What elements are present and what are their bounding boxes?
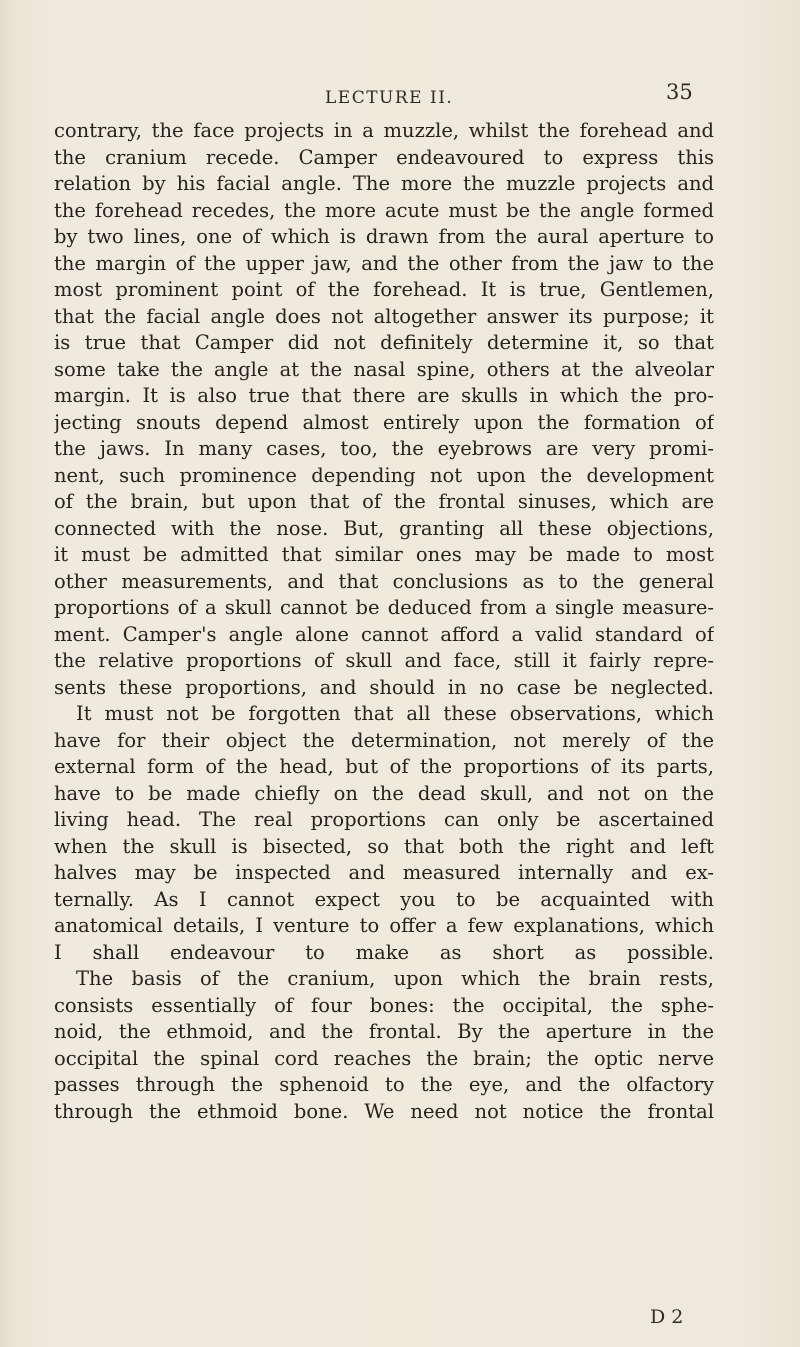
text-line: consists essentially of four bones: the occipital, the sphe-: [54, 993, 714, 1017]
text-line: proportions of a skull cannot be deduced from a single measure-: [54, 596, 714, 619]
text-line: halves may be inspected and measured internally and ex-: [54, 861, 714, 884]
text-line: I shall endeavour to make as short as possible.: [54, 940, 714, 964]
text-line: the jaws. In many cases, too, the eyebrows are very promi-: [54, 437, 714, 460]
running-head: [0, 80, 800, 114]
signature-mark: D 2: [650, 1306, 684, 1328]
text-line: noid, the ethmoid, and the frontal. By the aperture in the: [54, 1020, 714, 1043]
text-line: some take the angle at the nasal spine, others at the alveolar: [54, 357, 714, 381]
text-line: It must not be forgotten that all these observations, which: [76, 702, 714, 725]
text-line: through the ethmoid bone. We need not notice the frontal: [54, 1099, 714, 1123]
text-line: connected with the nose. But, granting all these objections,: [54, 516, 714, 540]
text-line: when the skull is bisected, so that both the right and left: [54, 834, 714, 858]
text-line: occipital the spinal cord reaches the brain; the optic nerve: [54, 1046, 714, 1070]
text-line: external form of the head, but of the proportions of its parts,: [54, 755, 714, 778]
page-number: 35: [666, 80, 693, 104]
text-line: sents these proportions, and should in no case be neglected.: [54, 675, 714, 699]
text-line: jecting snouts depend almost entirely upon the formation of: [54, 410, 714, 434]
text-line: ment. Camper's angle alone cannot afford a valid standard of: [54, 622, 714, 646]
text-line: most prominent point of the forehead. It is true, Gentlemen,: [54, 278, 714, 301]
text-line: is true that Camper did not definitely determine it, so that: [54, 331, 714, 354]
chapter-title: LECTURE II.: [325, 88, 454, 108]
text-line: the cranium recede. Camper endeavoured to express this: [54, 145, 714, 169]
text-line: anatomical details, I venture to offer a few explanations, which: [54, 914, 714, 937]
text-line: relation by his facial angle. The more the muzzle projects and: [54, 172, 714, 195]
text-line: have for their object the determination, not merely of the: [54, 728, 714, 752]
text-line: it must be admitted that similar ones may be made to most: [54, 543, 714, 566]
text-line: passes through the sphenoid to the eye, and the olfactory: [54, 1073, 714, 1096]
text-line: the margin of the upper jaw, and the other from the jaw to the: [54, 251, 714, 275]
text-line: contrary, the face projects in a muzzle, whilst the forehead and: [54, 119, 714, 142]
text-line: living head. The real proportions can only be ascertained: [54, 808, 714, 831]
text-line: the relative proportions of skull and face, still it fairly repre-: [54, 649, 714, 672]
text-line: other measurements, and that conclusions as to the general: [54, 569, 714, 593]
text-line: by two lines, one of which is drawn from the aural aperture to: [54, 225, 714, 248]
text-line: that the facial angle does not altogether answer its purpose; it: [54, 304, 714, 328]
text-line: the forehead recedes, the more acute must be the angle formed: [54, 198, 714, 222]
text-line: of the brain, but upon that of the frontal sinuses, which are: [54, 490, 714, 513]
body-text: [54, 118, 714, 1125]
text-line: have to be made chiefly on the dead skull, and not on the: [54, 781, 714, 805]
text-line: nent, such prominence depending not upon the development: [54, 463, 714, 487]
text-line: margin. It is also true that there are skulls in which the pro-: [54, 384, 714, 407]
text-line: The basis of the cranium, upon which the brain rests,: [76, 967, 714, 990]
text-line: ternally. As I cannot expect you to be acquainted with: [54, 887, 714, 911]
